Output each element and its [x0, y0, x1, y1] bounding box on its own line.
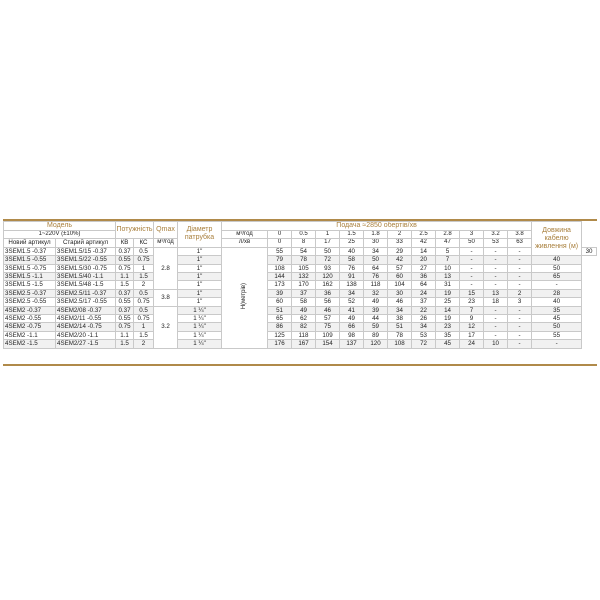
head-value: 36 — [412, 273, 436, 281]
power-kw: 1.5 — [116, 340, 134, 348]
head-value: 51 — [268, 306, 292, 314]
old-article: 3SEM1.5/22 -0.55 — [56, 256, 116, 264]
power-kw: 0.75 — [116, 323, 134, 331]
head-value: 39 — [364, 306, 388, 314]
cable-length: 50 — [532, 323, 582, 331]
head-value: - — [484, 306, 508, 314]
head-value: - — [460, 273, 484, 281]
pipe-diameter: 1" — [178, 264, 222, 272]
head-value: - — [508, 273, 532, 281]
flow-lmin-4: 30 — [364, 239, 388, 247]
head-value: 91 — [340, 273, 364, 281]
new-article: 3SEM1.5 -0.75 — [4, 264, 56, 272]
head-value: 10 — [484, 340, 508, 348]
head-value: 37 — [292, 289, 316, 297]
pipe-diameter: 1" — [178, 281, 222, 289]
head-value: 72 — [412, 340, 436, 348]
new-article: 4SEM2 -0.55 — [4, 315, 56, 323]
head-value: 36 — [316, 289, 340, 297]
old-article: 3SEM1.5/30 -0.75 — [56, 264, 116, 272]
power-hp: 2 — [134, 281, 154, 289]
head-value: 34 — [340, 289, 364, 297]
head-value: 24 — [412, 289, 436, 297]
head-value: 58 — [292, 298, 316, 306]
head-value: 13 — [484, 289, 508, 297]
head-value: 39 — [268, 289, 292, 297]
head-value: 176 — [268, 340, 292, 348]
flow-lmin-10: 63 — [508, 239, 532, 247]
flow-lmin-7: 47 — [436, 239, 460, 247]
head-value: - — [484, 264, 508, 272]
head-value: - — [484, 281, 508, 289]
head-value: 14 — [412, 247, 436, 255]
head-value: 26 — [412, 315, 436, 323]
head-value: 49 — [340, 315, 364, 323]
head-value: 56 — [316, 298, 340, 306]
head-value: 132 — [292, 273, 316, 281]
flow-lmin-2: 17 — [316, 239, 340, 247]
head-value: 64 — [412, 281, 436, 289]
head-value: 38 — [388, 315, 412, 323]
head-value: - — [508, 256, 532, 264]
flow-m3-2: 1 — [316, 231, 340, 239]
head-value: 52 — [340, 298, 364, 306]
head-value: 86 — [268, 323, 292, 331]
flow-title: Подача ≈2850 обертів/хв — [222, 222, 532, 231]
head-value: 170 — [292, 281, 316, 289]
power-hp: 0.75 — [134, 256, 154, 264]
head-value: 162 — [316, 281, 340, 289]
table-row — [4, 264, 597, 272]
new-article: 4SEM2 -0.75 — [4, 323, 56, 331]
power-hp: 0.5 — [134, 306, 154, 314]
qmax-value: 3.8 — [154, 289, 178, 306]
head-value: 65 — [268, 315, 292, 323]
head-value: 3 — [508, 298, 532, 306]
head-value: 9 — [460, 315, 484, 323]
flow-m3-10: 3.8 — [508, 231, 532, 239]
old-article: 4SEM2/14 -0.75 — [56, 323, 116, 331]
header-row-1 — [4, 222, 597, 231]
power-kw: 0.55 — [116, 298, 134, 306]
head-value: 22 — [412, 306, 436, 314]
flow-m3-3: 1.5 — [340, 231, 364, 239]
head-value: 118 — [292, 331, 316, 339]
head-value: - — [484, 247, 508, 255]
flow-m3-5: 2 — [388, 231, 412, 239]
head-value: 29 — [388, 247, 412, 255]
pipe-diameter: 1" — [178, 247, 222, 255]
flow-lmin-5: 33 — [388, 239, 412, 247]
head-value: 75 — [316, 323, 340, 331]
old-article: 3SEM1.5/40 -1.1 — [56, 273, 116, 281]
table-row — [4, 340, 597, 348]
head-value: 19 — [436, 315, 460, 323]
head-value: 108 — [388, 340, 412, 348]
cable-length: - — [532, 281, 582, 289]
head-value: 104 — [388, 281, 412, 289]
head-value: 14 — [436, 306, 460, 314]
head-value: 120 — [316, 273, 340, 281]
head-value: 49 — [292, 306, 316, 314]
table-row — [4, 323, 597, 331]
head-value: 5 — [436, 247, 460, 255]
head-value: 17 — [460, 331, 484, 339]
flow-lmin-1: 8 — [292, 239, 316, 247]
head-value: 20 — [412, 256, 436, 264]
power-kw: 0.37 — [116, 306, 134, 314]
head-value: 137 — [340, 340, 364, 348]
header-row-3 — [4, 239, 597, 247]
head-value: 45 — [436, 340, 460, 348]
head-value: 53 — [412, 331, 436, 339]
flow-unit-m3: м³/год — [222, 231, 268, 239]
head-value: 7 — [436, 256, 460, 264]
head-value: 62 — [292, 315, 316, 323]
cable-length: 40 — [532, 298, 582, 306]
head-value: 2 — [508, 289, 532, 297]
pipe-diameter: 1" — [178, 289, 222, 297]
power-hp: 2 — [134, 340, 154, 348]
head-axis-text: Н(метрів) — [240, 283, 247, 310]
head-value: 23 — [460, 298, 484, 306]
head-value: 105 — [292, 264, 316, 272]
power-hp: 0.5 — [134, 247, 154, 255]
head-value: 154 — [316, 340, 340, 348]
old-article: 4SEM2/08 -0.37 — [56, 306, 116, 314]
pipe-diameter: 1 ¼" — [178, 331, 222, 339]
new-article: 3SEM1.5 -1.1 — [4, 273, 56, 281]
power-hp: 0.5 — [134, 289, 154, 297]
head-value: 79 — [268, 256, 292, 264]
head-value: 27 — [412, 264, 436, 272]
flow-lmin-6: 42 — [412, 239, 436, 247]
new-article: 4SEM2 -1.1 — [4, 331, 56, 339]
head-value: 118 — [364, 281, 388, 289]
table-row — [4, 315, 597, 323]
head-value: - — [460, 247, 484, 255]
diameter-title: Діаметр патрубка — [178, 222, 222, 248]
head-value: 82 — [292, 323, 316, 331]
head-value: 54 — [292, 247, 316, 255]
head-value: - — [484, 331, 508, 339]
power-kw: 0.37 — [116, 289, 134, 297]
head-value: 30 — [388, 289, 412, 297]
head-value: 46 — [316, 306, 340, 314]
power-title: Потужність — [116, 222, 154, 239]
cable-title: Довжина кабелю живлення (м) — [532, 222, 582, 256]
head-value: 40 — [340, 247, 364, 255]
pipe-diameter: 1 ¼" — [178, 340, 222, 348]
head-value: 109 — [316, 331, 340, 339]
flow-m3-8: 3 — [460, 231, 484, 239]
head-value: 50 — [364, 256, 388, 264]
head-value: - — [508, 306, 532, 314]
cable-length: 45 — [532, 315, 582, 323]
power-kw: 0.75 — [116, 264, 134, 272]
table-row — [4, 331, 597, 339]
head-value: 55 — [268, 247, 292, 255]
new-article: 4SEM2 -1.5 — [4, 340, 56, 348]
head-axis-label — [222, 247, 268, 348]
head-value: 34 — [364, 247, 388, 255]
head-value: 76 — [340, 264, 364, 272]
head-value: - — [508, 247, 532, 255]
head-value: 12 — [460, 323, 484, 331]
cable-length: 28 — [532, 289, 582, 297]
pipe-diameter: 1" — [178, 256, 222, 264]
head-value: 18 — [484, 298, 508, 306]
cable-length: 65 — [532, 273, 582, 281]
old-article: 3SEM2.5/17 -0.55 — [56, 298, 116, 306]
flow-m3-4: 1.8 — [364, 231, 388, 239]
flow-m3-7: 2.8 — [436, 231, 460, 239]
head-value: 57 — [388, 264, 412, 272]
head-value: 51 — [388, 323, 412, 331]
header-row-2 — [4, 231, 597, 239]
head-value: - — [508, 331, 532, 339]
flow-unit-lmin: л/хв — [222, 239, 268, 247]
flow-m3-0: 0 — [268, 231, 292, 239]
head-value: - — [484, 273, 508, 281]
new-article-header: Новий артикул — [4, 239, 56, 247]
table-row — [4, 289, 597, 297]
head-value: 35 — [436, 331, 460, 339]
head-value: - — [460, 264, 484, 272]
power-kw: 1.1 — [116, 273, 134, 281]
pipe-diameter: 1" — [178, 273, 222, 281]
model-voltage: 1~220V (±10%) — [4, 231, 116, 239]
new-article: 3SEM1.5 -0.55 — [4, 256, 56, 264]
head-value: 41 — [340, 306, 364, 314]
power-kw: 1.1 — [116, 331, 134, 339]
cable-length: 35 — [532, 306, 582, 314]
head-value: 66 — [340, 323, 364, 331]
head-value: 138 — [340, 281, 364, 289]
table-row — [4, 281, 597, 289]
power-hp: 1.5 — [134, 273, 154, 281]
pump-spec-table-wrapper — [3, 221, 597, 349]
flow-m3-9: 3.2 — [484, 231, 508, 239]
old-article-header: Старий артикул — [56, 239, 116, 247]
power-hp: 1.5 — [134, 331, 154, 339]
power-hp: 0.75 — [134, 298, 154, 306]
head-value: 32 — [364, 289, 388, 297]
model-title: Модель — [4, 222, 116, 231]
head-value: - — [508, 340, 532, 348]
head-value: 50 — [316, 247, 340, 255]
head-value: 59 — [364, 323, 388, 331]
new-article: 3SEM2.5 -0.55 — [4, 298, 56, 306]
power-kw: 0.55 — [116, 256, 134, 264]
head-value: 37 — [412, 298, 436, 306]
new-article: 3SEM1.5 -0.37 — [4, 247, 56, 255]
head-value: 78 — [292, 256, 316, 264]
head-value: 167 — [292, 340, 316, 348]
qmax-unit: м³/год — [154, 239, 178, 247]
new-article: 4SEM2 -0.37 — [4, 306, 56, 314]
qmax-value: 3.2 — [154, 306, 178, 348]
head-value: 57 — [316, 315, 340, 323]
head-value: 7 — [460, 306, 484, 314]
pipe-diameter: 1 ¼" — [178, 323, 222, 331]
head-value: 64 — [364, 264, 388, 272]
head-value: 120 — [364, 340, 388, 348]
head-value: 89 — [364, 331, 388, 339]
head-value: - — [460, 281, 484, 289]
old-article: 3SEM1.5/15 -0.37 — [56, 247, 116, 255]
flow-m3-6: 2.5 — [412, 231, 436, 239]
power-hp: 1 — [134, 323, 154, 331]
new-article: 3SEM2.5 -0.37 — [4, 289, 56, 297]
qmax-title: Qmax — [154, 222, 178, 239]
head-value: 72 — [316, 256, 340, 264]
head-value: 23 — [436, 323, 460, 331]
power-kw: 0.37 — [116, 247, 134, 255]
table-row — [4, 247, 597, 255]
cable-length: 30 — [582, 247, 597, 255]
head-value: 34 — [412, 323, 436, 331]
head-value: 108 — [268, 264, 292, 272]
head-value: - — [508, 323, 532, 331]
qmax-value: 2.8 — [154, 247, 178, 289]
pipe-diameter: 1 ¼" — [178, 306, 222, 314]
table-row — [4, 273, 597, 281]
power-kw-header: КВ — [116, 239, 134, 247]
cable-length: 40 — [532, 256, 582, 264]
head-value: - — [484, 315, 508, 323]
power-kw: 0.55 — [116, 315, 134, 323]
old-article: 4SEM2/27 -1.5 — [56, 340, 116, 348]
head-value: - — [508, 281, 532, 289]
head-value: 60 — [268, 298, 292, 306]
old-article: 4SEM2/11 -0.55 — [56, 315, 116, 323]
head-value: 10 — [436, 264, 460, 272]
cable-length: 50 — [532, 264, 582, 272]
head-value: 24 — [460, 340, 484, 348]
flow-lmin-8: 50 — [460, 239, 484, 247]
table-row — [4, 256, 597, 264]
flow-lmin-3: 25 — [340, 239, 364, 247]
pump-spec-table — [3, 221, 597, 349]
power-hp: 1 — [134, 264, 154, 272]
power-hp: 0.75 — [134, 315, 154, 323]
head-value: 46 — [388, 298, 412, 306]
pipe-diameter: 1 ¼" — [178, 315, 222, 323]
new-article: 3SEM1.5 -1.5 — [4, 281, 56, 289]
bottom-rule — [3, 364, 597, 366]
cable-length: - — [532, 340, 582, 348]
table-row — [4, 298, 597, 306]
cable-length: 55 — [532, 331, 582, 339]
head-value: - — [508, 315, 532, 323]
head-value: - — [508, 264, 532, 272]
head-value: 60 — [388, 273, 412, 281]
head-value: 44 — [364, 315, 388, 323]
flow-m3-1: 0.5 — [292, 231, 316, 239]
head-value: 93 — [316, 264, 340, 272]
head-value: 15 — [460, 289, 484, 297]
head-value: 34 — [388, 306, 412, 314]
head-value: 31 — [436, 281, 460, 289]
head-value: 49 — [364, 298, 388, 306]
head-value: - — [484, 256, 508, 264]
head-value: 19 — [436, 289, 460, 297]
flow-lmin-0: 0 — [268, 239, 292, 247]
table-row — [4, 306, 597, 314]
head-value: 58 — [340, 256, 364, 264]
head-value: 98 — [340, 331, 364, 339]
head-value: 173 — [268, 281, 292, 289]
flow-lmin-9: 53 — [484, 239, 508, 247]
head-value: 144 — [268, 273, 292, 281]
top-rule — [3, 219, 597, 221]
head-value: 78 — [388, 331, 412, 339]
power-kw: 1.5 — [116, 281, 134, 289]
head-value: - — [484, 323, 508, 331]
head-value: 125 — [268, 331, 292, 339]
pipe-diameter: 1" — [178, 298, 222, 306]
head-value: - — [460, 256, 484, 264]
old-article: 3SEM2.5/11 -0.37 — [56, 289, 116, 297]
old-article: 3SEM1.5/48 -1.5 — [56, 281, 116, 289]
old-article: 4SEM2/20 -1.1 — [56, 331, 116, 339]
head-value: 76 — [364, 273, 388, 281]
head-value: 25 — [436, 298, 460, 306]
head-value: 42 — [388, 256, 412, 264]
head-value: 13 — [436, 273, 460, 281]
power-hp-header: КС — [134, 239, 154, 247]
